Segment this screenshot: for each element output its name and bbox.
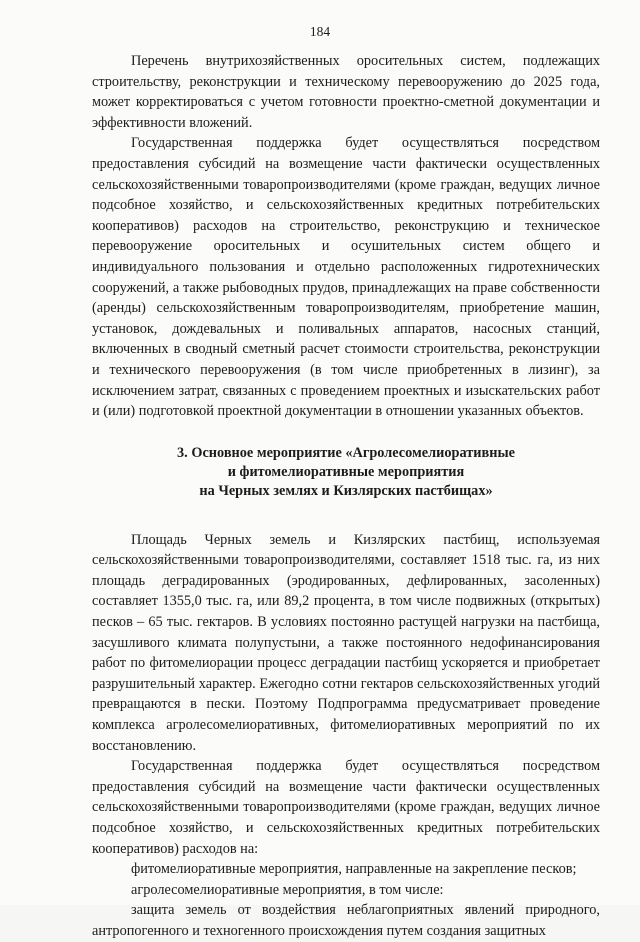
paragraph-agroforestry-item: агролесомелиоративные мероприятия, в том числе: [131,881,444,898]
paragraph-phytomelioration-item: фитомелиоративные мероприятия, направленные на закрепление песков; [131,861,577,878]
page-number: 184 [309,24,331,39]
section-heading [92,444,600,501]
paragraph-land-protection-item: защита земель от воздействия неблагоприятных явлений природного, антропогенного и техногенного происхождения путем создания защитных [92,902,600,939]
paragraph-state-support-irrigation: Государственная поддержка будет осуществляться посредством предоставления субсидий на возмещение части фактически осуществленных сельскохозяйственными товаропроизводителями (кроме граждан, ведущих личное подсобное хозяйство, и сельскохозяйственных кредитных потребительских кооперативов) расходов на строительство, реконструкцию и техническое перевооружение оросительных и осушительных систем общего и индивидуального пользования и отдельно расположенных гидротехнических сооружений, а также рыбоводных прудов, принадлежащих на праве собственности (аренды) сельскохозяйственным товаропроизводителям, приобретение машин, установок, дождевальных и поливальных аппаратов, насосных станций, включенных в сводный сметный расчет стоимости строительства, реконструкции и технического перевооружения (в том числе приобретенных в лизинг), за исключением затрат, связанных с проведением проектных и изыскательских работ и (или) подготовкой проектной документации в отношении указанных объектов. [92,135,600,420]
paragraph-black-lands-area: Площадь Черных земель и Кизлярских пастбищ, используемая сельскохозяйственными товаропроизводителями, составляет 1518 тыс. га, из них площадь деградированных (эродированных, дефлированных, засоленных) составляет 1355,0 тыс. га, или 89,2 процента, в том числе подвижных (открытых) песков – 65 тыс. гектаров. В условиях постоянно растущей нагрузки на пастбища, засушливого климата полупустыни, а также постоянного недофинансирования работ по фитомелиорации процесс деградации пастбищ ускоряется и приобретает разрушительный характер. Ежегодно сотни гектаров сельскохозяйственных угодий превращаются в пески. Поэтому Подпрограмма предусматривает проведение комплекса агролесомелиоративных, фитомелиоративных мероприятий по их восстановлению. [92,531,600,754]
section-heading-line-1: 3. Основное мероприятие «Агролесомелиоративные [177,444,515,461]
paragraph-irrigation-list: Перечень внутрихозяйственных оросительных систем, подлежащих строительству, реконструкции и техническому перевооружению до 2025 года, может корректироваться с учетом готовности проектно-сметной документации и эффективности вложений. [92,53,600,131]
document-body [92,51,600,942]
section-heading-line-2: и фитомелиоративные мероприятия [227,463,465,480]
paragraph-state-support-subsidies: Государственная поддержка будет осуществляться посредством предоставления субсидий на возмещение части фактически осуществленных сельскохозяйственными товаропроизводителями (кроме граждан, ведущих личное подсобное хозяйство, и сельскохозяйственных кредитных потребительских кооперативов) расходов на: [92,758,600,857]
section-heading-line-3: на Черных землях и Кизлярских пастбищах» [199,482,493,499]
